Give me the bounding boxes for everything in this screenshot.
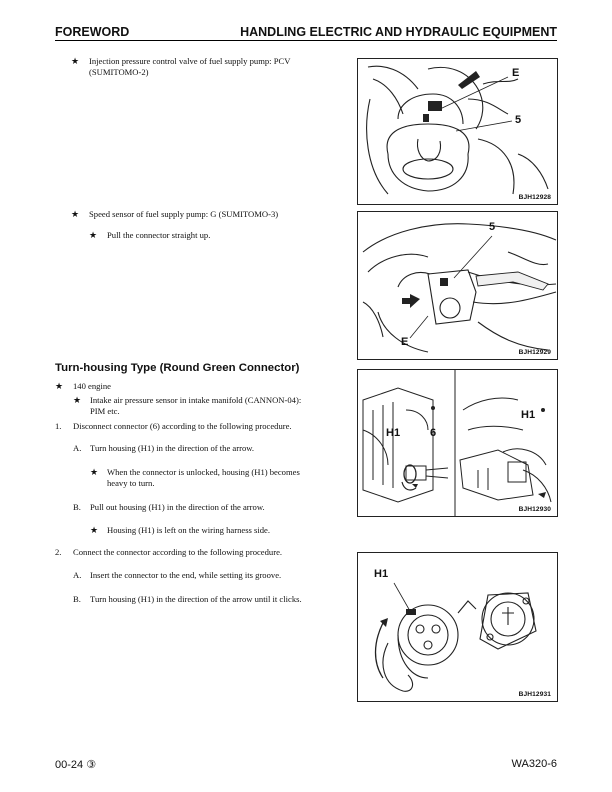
callout-5: 5 bbox=[515, 114, 522, 126]
pcv-item-line1: Injection pressure control valve of fuel supply pump: PCV bbox=[89, 56, 291, 66]
callout-6: 6 bbox=[430, 427, 437, 439]
bullet-star-icon: ★ bbox=[90, 525, 99, 535]
figure-code: BJH12930 bbox=[518, 506, 551, 513]
step-1b-text: Pull out housing (H1) in the direction of the arrow. bbox=[90, 502, 265, 512]
housing-note: Housing (H1) is left on the wiring harness side. bbox=[107, 525, 271, 535]
bullet-star-icon: ★ bbox=[89, 230, 98, 240]
figure-turn-housing-connect bbox=[357, 552, 558, 702]
sensor-line2: PIM etc. bbox=[90, 406, 120, 416]
step-1-text: Disconnect connector (6) according to the following procedure. bbox=[73, 421, 292, 431]
step-letter: B. bbox=[73, 594, 81, 604]
turn-housing-illustration bbox=[358, 370, 557, 516]
figure-code: BJH12931 bbox=[518, 691, 551, 698]
callout-e: E bbox=[401, 336, 409, 348]
unlock-note-line1: When the connector is unlocked, housing (H1) becomes bbox=[107, 467, 300, 477]
callout-h1: H1 bbox=[521, 409, 536, 421]
bullet-star-icon: ★ bbox=[55, 381, 64, 391]
figure-code: BJH12928 bbox=[518, 194, 551, 201]
speed-sensor-item: Speed sensor of fuel supply pump: G (SUMITOMO-3) bbox=[89, 209, 279, 219]
step-letter: A. bbox=[73, 443, 82, 453]
bullet-star-icon: ★ bbox=[71, 209, 80, 219]
bullet-star-icon: ★ bbox=[71, 56, 80, 66]
speed-sensor-illustration bbox=[358, 212, 557, 359]
header-chapter-title: HANDLING ELECTRIC AND HYDRAULIC EQUIPMENT bbox=[240, 25, 557, 39]
callout-h1: H1 bbox=[386, 427, 401, 439]
step-number: 2. bbox=[55, 547, 62, 557]
figure-code: BJH12929 bbox=[518, 349, 551, 356]
callout-h1: H1 bbox=[374, 568, 389, 580]
figure-pcv-connector bbox=[357, 58, 558, 205]
figure-turn-housing-disconnect bbox=[357, 369, 558, 517]
sensor-line1: Intake air pressure sensor in intake manifold (CANNON-04): bbox=[90, 395, 302, 405]
header-section-title: FOREWORD bbox=[55, 25, 130, 39]
step-2-text: Connect the connector according to the following procedure. bbox=[73, 547, 283, 557]
bullet-star-icon: ★ bbox=[73, 395, 82, 405]
step-1a-text: Turn housing (H1) in the direction of the arrow. bbox=[90, 443, 255, 453]
bullet-star-icon: ★ bbox=[90, 467, 99, 477]
pcv-connector-illustration bbox=[358, 59, 557, 204]
step-2b-text: Turn housing (H1) in the direction of the arrow until it clicks. bbox=[90, 594, 302, 604]
step-number: 1. bbox=[55, 421, 62, 431]
callout-e: E bbox=[512, 67, 520, 79]
section-title: Turn-housing Type (Round Green Connector) bbox=[55, 362, 300, 374]
page-number: 00-24 ③ bbox=[55, 759, 97, 771]
pcv-item-line2: (SUMITOMO-2) bbox=[89, 67, 149, 77]
step-letter: A. bbox=[73, 570, 82, 580]
engine-label: 140 engine bbox=[73, 381, 111, 391]
unlock-note-line2: heavy to turn. bbox=[107, 478, 155, 488]
callout-5: 5 bbox=[489, 221, 496, 233]
step-2a-text: Insert the connector to the end, while setting its groove. bbox=[90, 570, 282, 580]
step-letter: B. bbox=[73, 502, 81, 512]
pull-connector-note: Pull the connector straight up. bbox=[107, 230, 211, 240]
model-name: WA320-6 bbox=[511, 758, 557, 770]
page-header bbox=[55, 22, 557, 41]
figure-speed-sensor-connector bbox=[357, 211, 558, 360]
